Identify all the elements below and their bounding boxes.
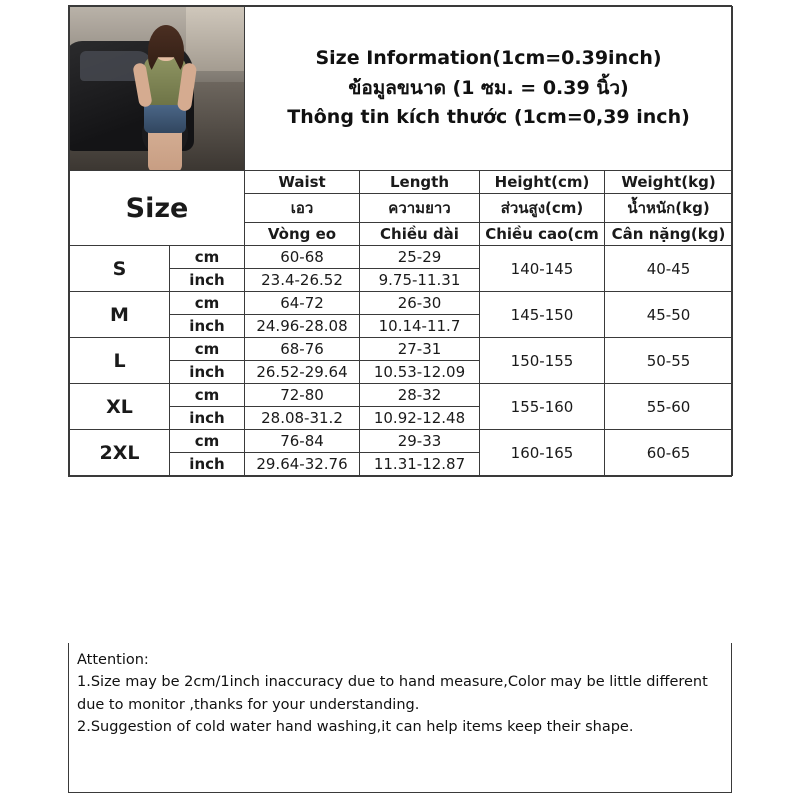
row-unit-cm: cm bbox=[170, 338, 245, 361]
cell-length-inch: 10.92-12.48 bbox=[360, 407, 480, 430]
cell-height: 140-145 bbox=[480, 246, 605, 292]
model-photo bbox=[70, 7, 245, 171]
header-length-th: ความยาว bbox=[360, 194, 480, 223]
row-size-label: 2XL bbox=[70, 430, 170, 476]
cell-height: 155-160 bbox=[480, 384, 605, 430]
header-waist-vi: Vòng eo bbox=[245, 223, 360, 246]
table-header-row bbox=[70, 7, 733, 171]
table-row bbox=[70, 292, 733, 315]
cell-waist-cm: 68-76 bbox=[245, 338, 360, 361]
attention-heading: Attention: bbox=[77, 652, 149, 668]
table-row bbox=[70, 384, 733, 407]
header-weight-vi: Cân nặng(kg) bbox=[605, 223, 733, 246]
table-row bbox=[70, 430, 733, 453]
cell-height: 160-165 bbox=[480, 430, 605, 476]
cell-length-cm: 28-32 bbox=[360, 384, 480, 407]
header-weight-th: น้ำหนัก(kg) bbox=[605, 194, 733, 223]
cell-waist-inch: 24.96-28.08 bbox=[245, 315, 360, 338]
row-size-label: L bbox=[70, 338, 170, 384]
cell-height: 150-155 bbox=[480, 338, 605, 384]
size-table bbox=[69, 6, 733, 476]
cell-waist-inch: 26.52-29.64 bbox=[245, 361, 360, 384]
row-unit-inch: inch bbox=[170, 407, 245, 430]
header-height-en: Height(cm) bbox=[480, 171, 605, 194]
cell-waist-cm: 64-72 bbox=[245, 292, 360, 315]
header-waist-th: เอว bbox=[245, 194, 360, 223]
attention-line-1: 1.Size may be 2cm/1inch inaccuracy due to hand measure,Color may be little different due to monitor ,thanks for your understanding. bbox=[77, 674, 708, 713]
cell-length-cm: 27-31 bbox=[360, 338, 480, 361]
cell-length-inch: 10.14-11.7 bbox=[360, 315, 480, 338]
cell-height: 145-150 bbox=[480, 292, 605, 338]
table-row bbox=[70, 338, 733, 361]
cell-length-inch: 9.75-11.31 bbox=[360, 269, 480, 292]
cell-waist-inch: 28.08-31.2 bbox=[245, 407, 360, 430]
attention-line-2: 2.Suggestion of cold water hand washing,it can help items keep their shape. bbox=[77, 719, 634, 736]
row-size-label: M bbox=[70, 292, 170, 338]
size-chart bbox=[68, 5, 732, 477]
cell-waist-inch: 29.64-32.76 bbox=[245, 453, 360, 476]
cell-length-inch: 10.53-12.09 bbox=[360, 361, 480, 384]
cell-weight: 40-45 bbox=[605, 246, 733, 292]
row-size-label: S bbox=[70, 246, 170, 292]
cell-length-cm: 29-33 bbox=[360, 430, 480, 453]
attention-note bbox=[68, 643, 732, 793]
header-length-en: Length bbox=[360, 171, 480, 194]
cell-weight: 45-50 bbox=[605, 292, 733, 338]
header-height-vi: Chiều cao(cm bbox=[480, 223, 605, 246]
title-line-th: ข้อมูลขนาด (1 ซม. = 0.39 นิ้ว) bbox=[348, 76, 629, 99]
title-line-en: Size Information(1cm=0.39inch) bbox=[315, 47, 662, 70]
row-unit-cm: cm bbox=[170, 384, 245, 407]
cell-weight: 60-65 bbox=[605, 430, 733, 476]
cell-weight: 50-55 bbox=[605, 338, 733, 384]
row-unit-cm: cm bbox=[170, 292, 245, 315]
row-unit-inch: inch bbox=[170, 453, 245, 476]
cell-waist-cm: 60-68 bbox=[245, 246, 360, 269]
row-size-label: XL bbox=[70, 384, 170, 430]
header-weight-en: Weight(kg) bbox=[605, 171, 733, 194]
cell-length-cm: 25-29 bbox=[360, 246, 480, 269]
column-header-en bbox=[70, 171, 733, 194]
header-height-th: ส่วนสูง(cm) bbox=[480, 194, 605, 223]
row-unit-cm: cm bbox=[170, 430, 245, 453]
cell-length-inch: 11.31-12.87 bbox=[360, 453, 480, 476]
cell-waist-inch: 23.4-26.52 bbox=[245, 269, 360, 292]
header-waist-en: Waist bbox=[245, 171, 360, 194]
cell-length-cm: 26-30 bbox=[360, 292, 480, 315]
size-column-header: Size bbox=[70, 171, 245, 246]
chart-title-block bbox=[245, 7, 733, 171]
cell-weight: 55-60 bbox=[605, 384, 733, 430]
cell-waist-cm: 72-80 bbox=[245, 384, 360, 407]
title-line-vi: Thông tin kích thước (1cm=0,39 inch) bbox=[287, 106, 690, 129]
row-unit-cm: cm bbox=[170, 246, 245, 269]
row-unit-inch: inch bbox=[170, 315, 245, 338]
row-unit-inch: inch bbox=[170, 361, 245, 384]
cell-waist-cm: 76-84 bbox=[245, 430, 360, 453]
row-unit-inch: inch bbox=[170, 269, 245, 292]
header-length-vi: Chiều dài bbox=[360, 223, 480, 246]
table-row bbox=[70, 246, 733, 269]
